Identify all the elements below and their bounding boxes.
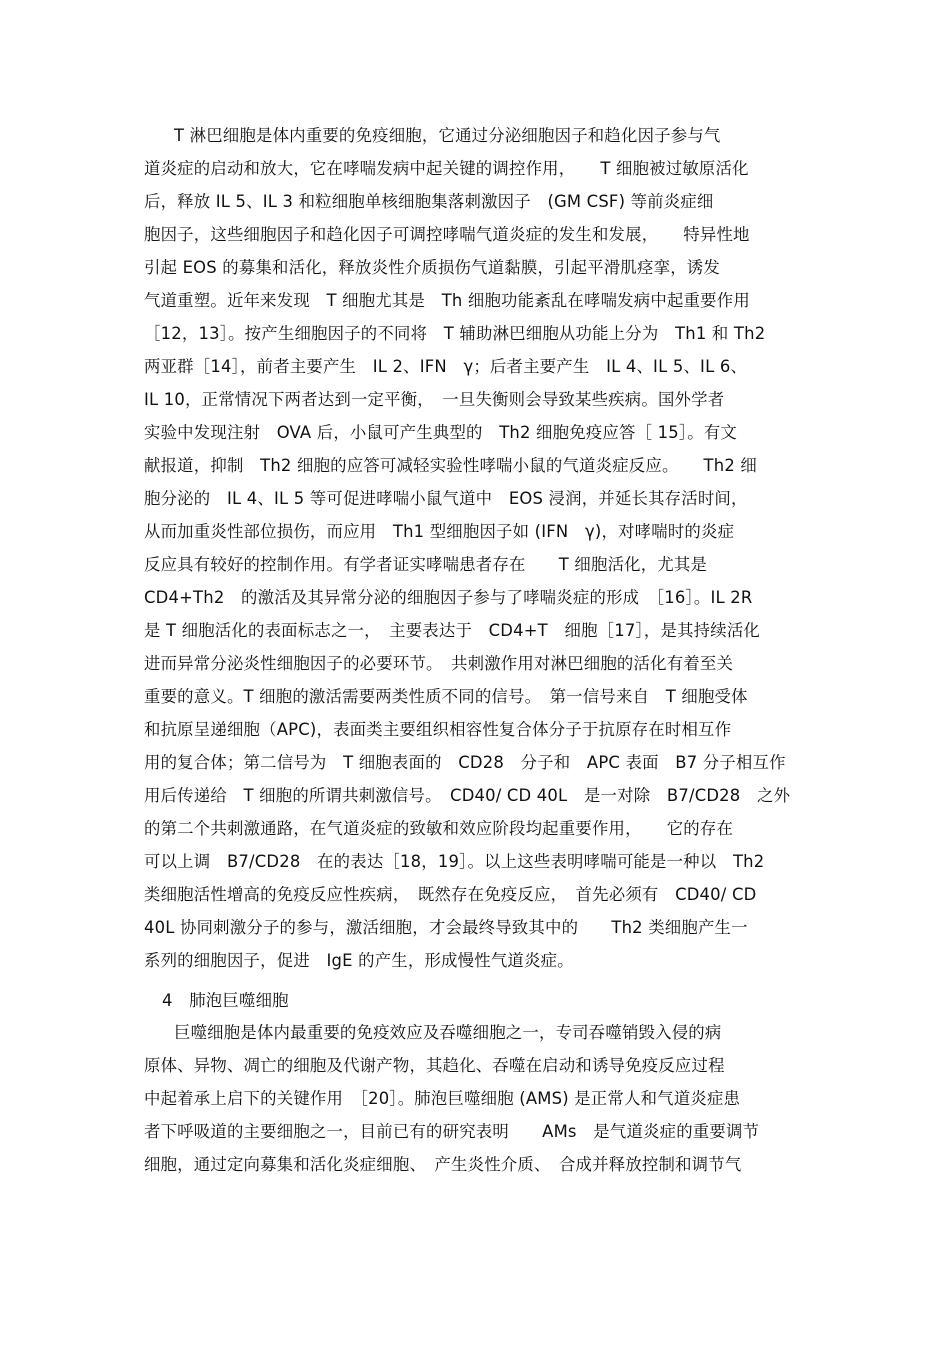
paragraph-line: 从而加重炎性部位损伤，而应用 Th1 型细胞因子如 (IFN γ)，对哮喘时的炎症 bbox=[144, 522, 735, 541]
paragraph-line: 的第二个共刺激通路，在气道炎症的致敏和效应阶段均起重要作用， 它的存在 bbox=[144, 819, 734, 838]
paragraph-line: 者下呼吸道的主要细胞之一，目前已有的研究表明 AMs 是气道炎症的重要调节 bbox=[144, 1122, 760, 1141]
paragraph-line: 胞因子，这些细胞因子和趋化因子可调控哮喘气道炎症的发生和发展， 特异性地 bbox=[144, 225, 750, 244]
paragraph-line: 40L 协同刺激分子的参与，激活细胞，才会最终导致其中的 Th2 类细胞产生一 bbox=[144, 918, 748, 937]
paragraph-line: 原体、异物、凋亡的细胞及代谢产物，其趋化、吞噬在启动和诱导免疫反应过程 bbox=[144, 1056, 725, 1075]
paragraph-line: 细胞，通过定向募集和活化炎症细胞、 产生炎性介质、 合成并释放控制和调节气 bbox=[144, 1155, 742, 1174]
paragraph-line: 献报道，抑制 Th2 细胞的应答可减轻实验性哮喘小鼠的气道炎症反应。 Th2 细 bbox=[144, 456, 757, 475]
paragraph-line: 实验中发现注射 OVA 后，小鼠可产生典型的 Th2 细胞免疫应答［ 15］。有文 bbox=[144, 423, 738, 442]
paragraph-line: 系列的细胞因子，促进 IgE 的产生，形成慢性气道炎症。 bbox=[144, 951, 574, 970]
paragraph-line: 用的复合体；第二信号为 T 细胞表面的 CD28 分子和 APC 表面 B7 分子相互作 bbox=[144, 753, 786, 772]
paragraph-line: 两亚群［14］，前者主要产生 IL 2、IFN γ；后者主要产生 IL 4、IL 5、IL 6、 bbox=[144, 357, 748, 376]
paragraph-line: 后，释放 IL 5、IL 3 和粒细胞单核细胞集落刺激因子 (GM CSF) 等前炎症细 bbox=[144, 192, 714, 211]
paragraph-line: 类细胞活性增高的免疫反应性疾病， 既然存在免疫反应， 首先必须有 CD40/ CD bbox=[144, 885, 757, 904]
paragraph-line: 可以上调 B7/CD28 在的表达［18，19］。以上这些表明哮喘可能是一种以 Th2 bbox=[144, 852, 765, 871]
paragraph-line: 进而异常分泌炎性细胞因子的必要环节。 共刺激作用对淋巴细胞的活化有着至关 bbox=[144, 654, 734, 673]
paragraph-line: 是 T 细胞活化的表面标志之一， 主要表达于 CD4+T 细胞［17］，是其持续活化 bbox=[144, 621, 761, 640]
paragraph-line: CD4+Th2 的激活及其异常分泌的细胞因子参与了哮喘炎症的形成 ［16］。IL 2R bbox=[144, 588, 753, 607]
paragraph-line: T 淋巴细胞是体内重要的免疫细胞，它通过分泌细胞因子和趋化因子参与气 bbox=[174, 126, 721, 145]
paragraph-line: 巨噬细胞是体内最重要的免疫效应及吞噬细胞之一，专司吞噬销毁入侵的病 bbox=[174, 1023, 722, 1042]
paragraph-line: 反应具有较好的控制作用。有学者证实哮喘患者存在 T 细胞活化，尤其是 bbox=[144, 555, 708, 574]
paragraph-line: IL 10，正常情况下两者达到一定平衡， 一旦失衡则会导致某些疾病。国外学者 bbox=[144, 390, 725, 409]
paragraph-line: 胞分泌的 IL 4、IL 5 等可促进哮喘小鼠气道中 EOS 浸润，并延长其存活时间， bbox=[144, 489, 748, 508]
paragraph-line: 和抗原呈递细胞（APC)，表面类主要组织相容性复合体分子于抗原存在时相互作 bbox=[144, 720, 732, 739]
paragraph-line: 中起着承上启下的关键作用 ［20］。肺泡巨噬细胞 (AMS) 是正常人和气道炎症患 bbox=[144, 1089, 741, 1108]
paragraph-line: ［12，13］。按产生细胞因子的不同将 T 辅助淋巴细胞从功能上分为 Th1 和 Th2 bbox=[144, 324, 766, 343]
paragraph-line: 重要的意义。T 细胞的激活需要两类性质不同的信号。 第一信号来自 T 细胞受体 bbox=[144, 687, 748, 706]
paragraph-line: 用后传递给 T 细胞的所谓共刺激信号。 CD40/ CD 40L 是一对除 B7/CD28 之外 bbox=[144, 786, 791, 805]
section-heading: 4 肺泡巨噬细胞 bbox=[162, 991, 289, 1010]
paragraph-line: 气道重塑。近年来发现 T 细胞尤其是 Th 细胞功能紊乱在哮喘发病中起重要作用 bbox=[144, 291, 750, 310]
paragraph-line: 道炎症的启动和放大，它在哮喘发病中起关键的调控作用， T 细胞被过敏原活化 bbox=[144, 159, 749, 178]
paragraph-line: 引起 EOS 的募集和活化，释放炎性介质损伤气道黏膜，引起平滑肌痉挛，诱发 bbox=[144, 258, 720, 277]
